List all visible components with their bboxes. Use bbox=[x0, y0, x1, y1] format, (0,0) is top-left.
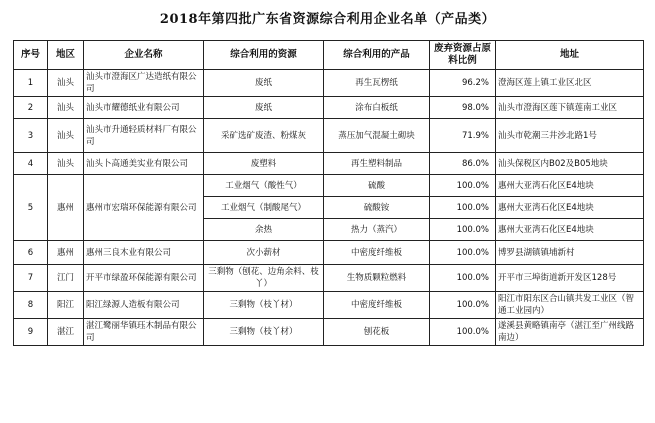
table-row bbox=[14, 153, 644, 175]
cell-address: 博罗县湖镇镇埔新村 bbox=[496, 241, 644, 265]
cell-company: 惠州市宏瑞环保能源有限公司 bbox=[84, 175, 204, 241]
enterprise-table bbox=[13, 40, 644, 346]
cell-product: 中密度纤维板 bbox=[324, 241, 430, 265]
cell-seq: 3 bbox=[14, 119, 48, 153]
cell-ratio: 100.0% bbox=[430, 241, 496, 265]
cell-address: 开平市三埠街道新开发区128号 bbox=[496, 265, 644, 292]
cell-ratio: 98.0% bbox=[430, 97, 496, 119]
cell-product: 刨花板 bbox=[324, 319, 430, 346]
cell-company: 汕头卜高通美实业有限公司 bbox=[84, 153, 204, 175]
cell-ratio: 100.0% bbox=[430, 292, 496, 319]
cell-address: 汕头市乾潮三井沙北路1号 bbox=[496, 119, 644, 153]
cell-ratio: 100.0% bbox=[430, 219, 496, 241]
header-address: 地址 bbox=[496, 41, 644, 70]
cell-product: 再生塑料制品 bbox=[324, 153, 430, 175]
cell-address: 遂溪县黄略镇南亭（湛江至广州线路南边） bbox=[496, 319, 644, 346]
cell-seq: 5 bbox=[14, 175, 48, 241]
cell-region: 阳江 bbox=[48, 292, 84, 319]
cell-ratio: 71.9% bbox=[430, 119, 496, 153]
cell-resource: 采矿选矿废渣、粉煤灰 bbox=[204, 119, 324, 153]
cell-company: 湛江鹭丽华镇珏木制品有限公司 bbox=[84, 319, 204, 346]
table-row bbox=[14, 265, 644, 292]
cell-product: 热力（蒸汽） bbox=[324, 219, 430, 241]
cell-resource: 三剩物（枝丫材） bbox=[204, 319, 324, 346]
cell-resource: 三剩物（刨花、边角余料、枝丫） bbox=[204, 265, 324, 292]
header-product: 综合利用的产品 bbox=[324, 41, 430, 70]
cell-resource: 工业烟气（酸性气） bbox=[204, 175, 324, 197]
cell-ratio: 100.0% bbox=[430, 265, 496, 292]
cell-region: 惠州 bbox=[48, 175, 84, 241]
cell-company: 汕头市升通轻质材料厂有限公司 bbox=[84, 119, 204, 153]
cell-address: 阳江市阳东区合山镇共发工业区（智通工业园内） bbox=[496, 292, 644, 319]
cell-seq: 7 bbox=[14, 265, 48, 292]
cell-address: 惠州大亚湾石化区E4地块 bbox=[496, 175, 644, 197]
cell-seq: 8 bbox=[14, 292, 48, 319]
header-ratio: 废弃资源占原料比例 bbox=[430, 41, 496, 70]
cell-region: 汕头 bbox=[48, 97, 84, 119]
cell-region: 湛江 bbox=[48, 319, 84, 346]
header-seq: 序号 bbox=[14, 41, 48, 70]
cell-resource: 废塑料 bbox=[204, 153, 324, 175]
cell-address: 澄海区莲上镇工业区北区 bbox=[496, 70, 644, 97]
cell-resource: 三剩物（枝丫材） bbox=[204, 292, 324, 319]
table-row bbox=[14, 241, 644, 265]
cell-address: 惠州大亚湾石化区E4地块 bbox=[496, 219, 644, 241]
cell-resource: 余热 bbox=[204, 219, 324, 241]
cell-region: 江门 bbox=[48, 265, 84, 292]
cell-seq: 1 bbox=[14, 70, 48, 97]
cell-region: 惠州 bbox=[48, 241, 84, 265]
cell-resource: 废纸 bbox=[204, 70, 324, 97]
cell-product: 涂布白板纸 bbox=[324, 97, 430, 119]
cell-company: 开平市绿盈环保能源有限公司 bbox=[84, 265, 204, 292]
cell-company: 汕头市澄海区广达造纸有限公司 bbox=[84, 70, 204, 97]
cell-product: 中密度纤维板 bbox=[324, 292, 430, 319]
cell-ratio: 96.2% bbox=[430, 70, 496, 97]
table-row bbox=[14, 292, 644, 319]
cell-company: 阳江绿源人造板有限公司 bbox=[84, 292, 204, 319]
cell-region: 汕头 bbox=[48, 119, 84, 153]
cell-seq: 2 bbox=[14, 97, 48, 119]
cell-seq: 6 bbox=[14, 241, 48, 265]
cell-product: 硫酸铵 bbox=[324, 197, 430, 219]
table-row bbox=[14, 97, 644, 119]
cell-address: 惠州大亚湾石化区E4地块 bbox=[496, 197, 644, 219]
cell-seq: 9 bbox=[14, 319, 48, 346]
cell-product: 生物质颗粒燃料 bbox=[324, 265, 430, 292]
table-row bbox=[14, 319, 644, 346]
cell-region: 汕头 bbox=[48, 70, 84, 97]
cell-resource: 废纸 bbox=[204, 97, 324, 119]
cell-ratio: 86.0% bbox=[430, 153, 496, 175]
cell-company: 汕头市耀德纸业有限公司 bbox=[84, 97, 204, 119]
table-header-row bbox=[14, 41, 644, 70]
cell-ratio: 100.0% bbox=[430, 175, 496, 197]
cell-seq: 4 bbox=[14, 153, 48, 175]
cell-resource: 次小薪材 bbox=[204, 241, 324, 265]
table-row bbox=[14, 175, 644, 197]
cell-resource: 工业烟气（制酸尾气） bbox=[204, 197, 324, 219]
cell-address: 汕头市澄海区莲下镇莲南工业区 bbox=[496, 97, 644, 119]
table-row bbox=[14, 70, 644, 97]
cell-company: 惠州三良木业有限公司 bbox=[84, 241, 204, 265]
page-title: 2018年第四批广东省资源综合利用企业名单（产品类） bbox=[159, 12, 496, 27]
header-company: 企业名称 bbox=[84, 41, 204, 70]
header-region: 地区 bbox=[48, 41, 84, 70]
table-row bbox=[14, 119, 644, 153]
cell-product: 再生瓦楞纸 bbox=[324, 70, 430, 97]
cell-product: 硫酸 bbox=[324, 175, 430, 197]
cell-product: 蒸压加气混凝土砌块 bbox=[324, 119, 430, 153]
cell-ratio: 100.0% bbox=[430, 319, 496, 346]
cell-address: 汕头保税区内B02及B05地块 bbox=[496, 153, 644, 175]
header-resource: 综合利用的资源 bbox=[204, 41, 324, 70]
cell-region: 汕头 bbox=[48, 153, 84, 175]
cell-ratio: 100.0% bbox=[430, 197, 496, 219]
